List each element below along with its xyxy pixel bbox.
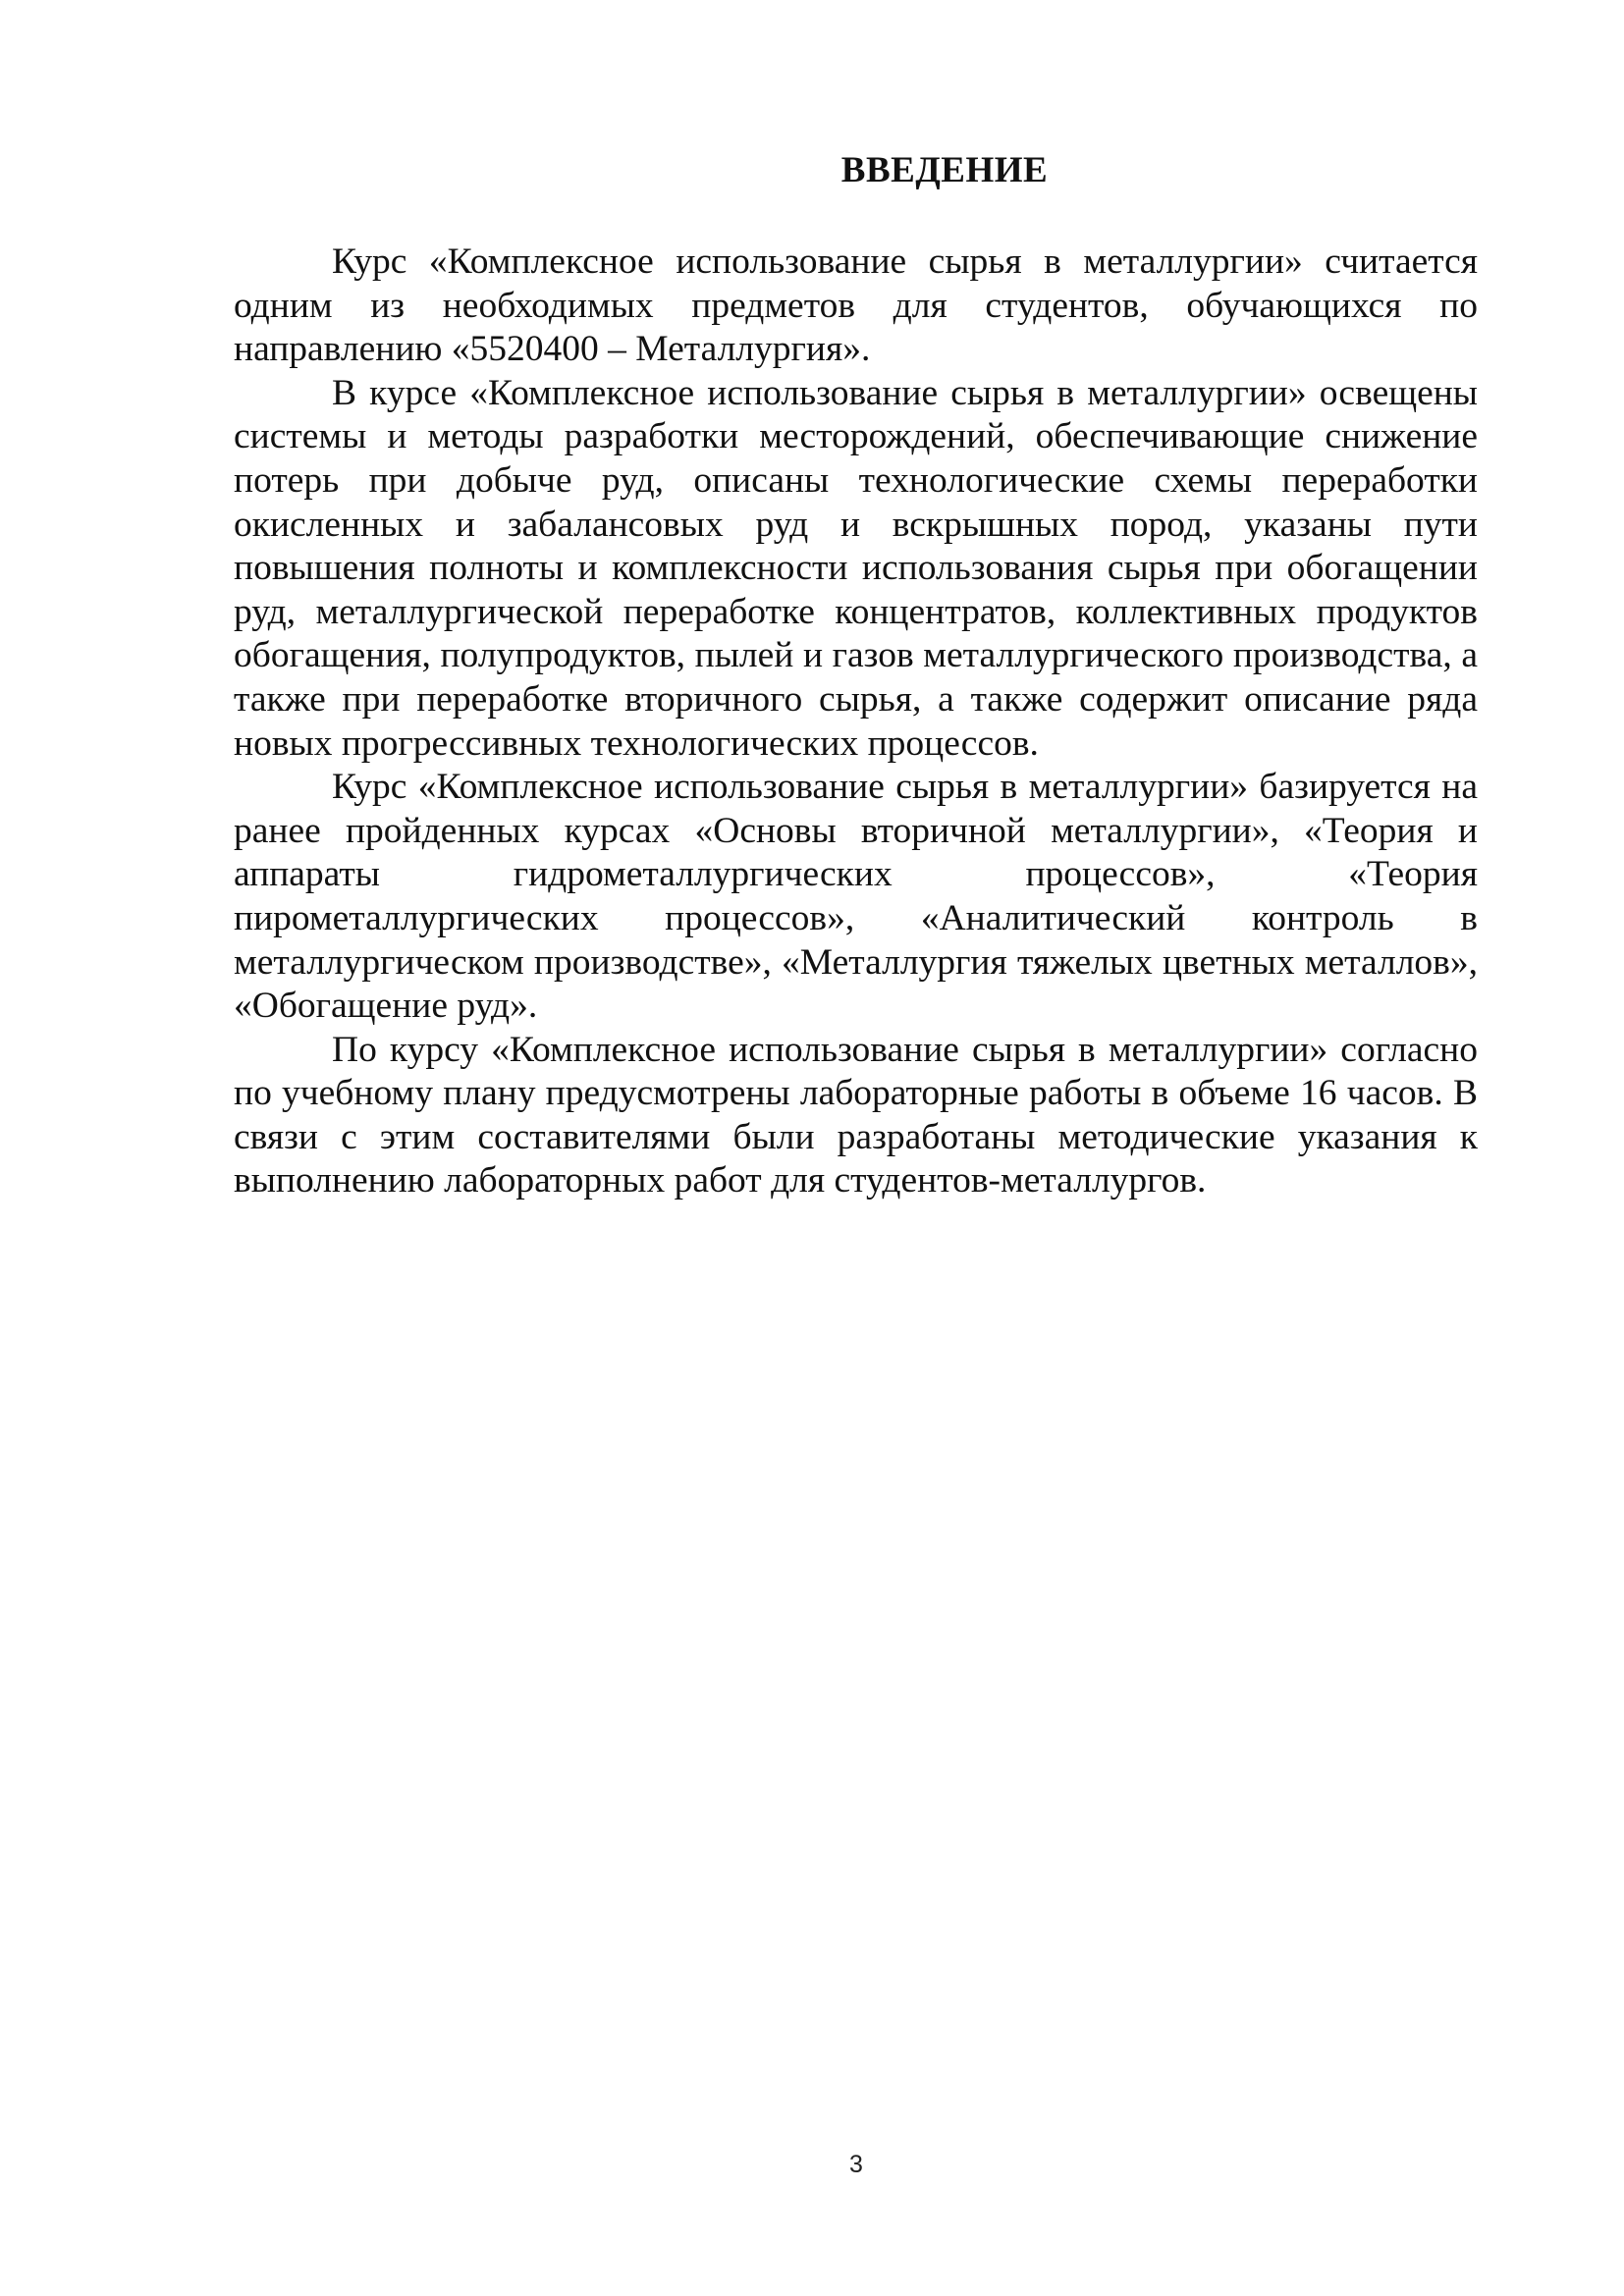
paragraph-1: Курс «Комплексное использование сырья в металлургии» считается одним из необходимых предметов для студентов, обучающихся по направлению «5520400 – Металлургия».	[234, 241, 1478, 370]
paragraph-4: По курсу «Комплексное использование сырья в металлургии» согласно по учебному плану предусмотрены лабораторные работы в объеме 16 часов. В связи с этим составителями были разработаны методические указания к выполнению лабораторных работ для студентов-металлургов.	[234, 1029, 1478, 1201]
document-body	[234, 240, 1478, 1203]
page-number: 3	[849, 2151, 863, 2178]
paragraph-3: Курс «Комплексное использование сырья в металлургии» базируется на ранее пройденных курсах «Основы вторичной металлургии», «Теория и аппараты гидрометаллургических процессов», «Теория пирометаллургических процессов», «Аналитический контроль в металлургическом производстве», «Металлургия тяжелых цветных металлов», «Обогащение руд».	[234, 767, 1478, 1027]
page-title: ВВЕДЕНИЕ	[840, 150, 1049, 190]
paragraph-2: В курсе «Комплексное использование сырья в металлургии» освещены системы и методы разработки месторождений, обеспечивающие снижение потерь при добыче руд, описаны технологические схемы переработки окисленных и забалансовых руд и вскрышных пород, указаны пути повышения полноты и комплексности использования сырья при обогащении руд, металлургической переработке концентратов, коллективных продуктов обогащения, полупродуктов, пылей и газов металлургического производства, а также при переработке вторичного сырья, а также содержит описание ряда новых прогрессивных технологических процессов.	[234, 372, 1478, 764]
